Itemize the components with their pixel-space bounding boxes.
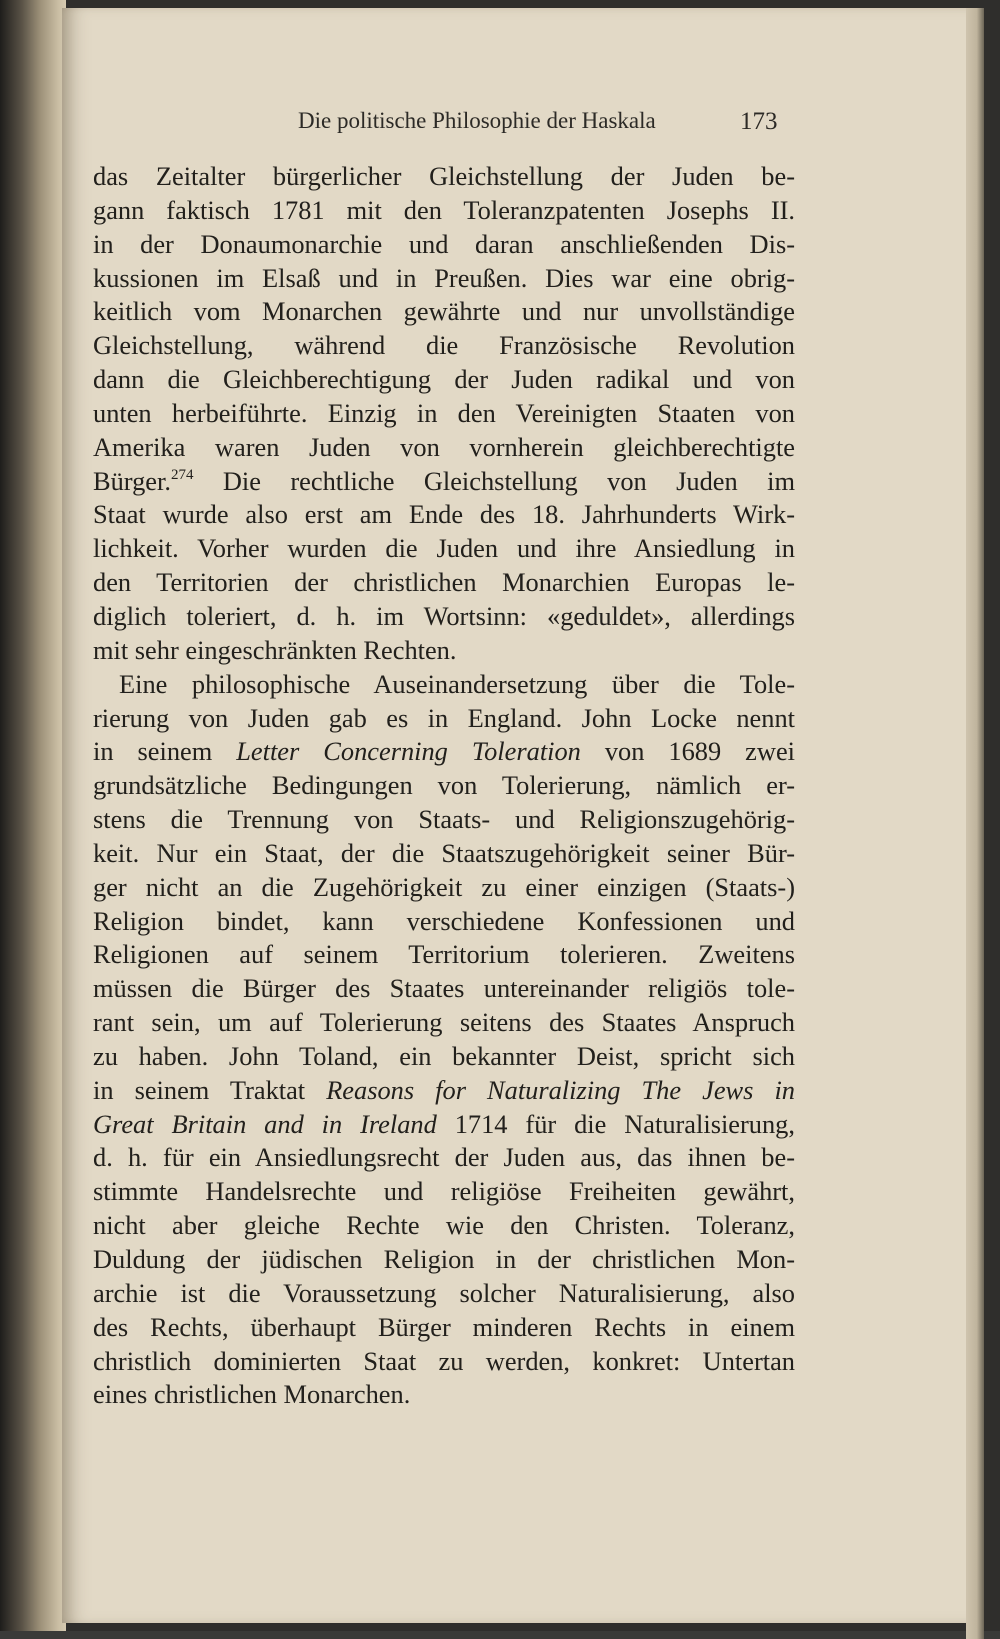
text-line: gann faktisch 1781 mit den Toleranzpatenten Josephs II. xyxy=(93,194,795,225)
text-line: keitlich vom Monarchen gewährte und nur unvollständige xyxy=(93,296,795,327)
text-line: grundsätzliche Bedingungen von Tolerierung, nämlich er- xyxy=(93,770,795,801)
paragraph-2 xyxy=(93,668,795,1413)
text-line: Staat wurde also erst am Ende des 18. Jahrhunderts Wirk- xyxy=(93,499,795,530)
text-line: archie ist die Voraussetzung solcher Naturalisierung, also xyxy=(93,1277,795,1308)
text-line: unten herbeiführte. Einzig in den Vereinigten Staaten von xyxy=(93,397,795,428)
text-line-with-title xyxy=(93,1074,795,1108)
text-line: Amerika waren Juden von vornherein gleichberechtigte xyxy=(93,431,795,462)
text-line-with-title xyxy=(93,1108,795,1142)
text-line: Eine philosophische Auseinandersetzung über die Tole- xyxy=(119,668,795,699)
text-line: keit. Nur ein Staat, der die Staatszugehörigkeit seiner Bür- xyxy=(93,837,795,868)
page-number: 173 xyxy=(740,108,778,135)
text-line: nicht aber gleiche Rechte wie den Christen. Toleranz, xyxy=(93,1210,795,1241)
text-fragment: Die rechtliche Gleichstellung von Juden im xyxy=(193,465,795,496)
text-line: kussionen im Elsaß und in Preußen. Dies war eine obrig- xyxy=(93,262,795,293)
text-line: mit sehr eingeschränkten Rechten. xyxy=(93,634,457,665)
work-title: Reasons for Naturalizing The Jews in xyxy=(326,1074,795,1105)
text-line: lichkeit. Vorher wurden die Juden und ihre Ansiedlung in xyxy=(93,533,795,564)
text-line: rierung von Juden gab es in England. John Locke nennt xyxy=(93,702,795,733)
text-line: dann die Gleichberechtigung der Juden radikal und von xyxy=(93,364,795,395)
text-line: den Territorien der christlichen Monarchien Europas le- xyxy=(93,567,795,598)
text-line: Religion bindet, kann verschiedene Konfessionen und xyxy=(93,905,795,936)
text-line: zu haben. John Toland, ein bekannter Deist, spricht sich xyxy=(93,1040,795,1071)
text-line: diglich toleriert, d. h. im Wortsinn: «geduldet», allerdings xyxy=(93,600,795,631)
paragraph-1 xyxy=(93,160,795,668)
text-line: christlich dominierten Staat zu werden, konkret: Untertan xyxy=(93,1345,795,1376)
text-line: in der Donaumonarchie und daran anschließenden Dis- xyxy=(93,228,795,259)
text-line: Gleichstellung, während die Französische Revolution xyxy=(93,330,795,361)
page-edge xyxy=(966,8,984,1639)
text-fragment: 1714 für die Naturalisierung, xyxy=(436,1108,795,1139)
book-spine-shadow xyxy=(0,0,66,1631)
text-line: eines christlichen Monarchen. xyxy=(93,1379,411,1410)
work-title: Letter Concerning Toleration xyxy=(236,736,581,767)
text-line-with-title xyxy=(93,735,795,769)
text-fragment: Bürger. xyxy=(93,465,171,496)
text-line: ger nicht an die Zugehörigkeit zu einer einzigen (Staats-) xyxy=(93,871,795,902)
text-line: des Rechts, überhaupt Bürger minderen Rechts in einem xyxy=(93,1311,795,1342)
text-line: rant sein, um auf Tolerierung seitens des Staates Anspruch xyxy=(93,1007,795,1038)
text-fragment: von 1689 zwei xyxy=(580,736,795,767)
body-text xyxy=(93,160,795,1412)
text-fragment: in seinem xyxy=(93,736,237,767)
text-line: d. h. für ein Ansiedlungsrecht der Juden aus, das ihnen be- xyxy=(93,1142,795,1173)
text-line: müssen die Bürger des Staates untereinander religiös tole- xyxy=(93,973,795,1004)
text-line: das Zeitalter bürgerlicher Gleichstellung der Juden be- xyxy=(93,161,795,191)
text-line: stimmte Handelsrechte und religiöse Freiheiten gewährt, xyxy=(93,1176,795,1207)
text-line-with-footnote xyxy=(93,465,795,499)
text-line: Religionen auf seinem Territorium tolerieren. Zweitens xyxy=(93,939,795,970)
text-line: stens die Trennung von Staats- und Religionszugehörig- xyxy=(93,804,795,835)
work-title: Great Britain and in Ireland xyxy=(93,1108,437,1139)
running-title: Die politische Philosophie der Haskala xyxy=(298,108,656,133)
text-line: Duldung der jüdischen Religion in der christlichen Mon- xyxy=(93,1244,795,1274)
footnote-reference[interactable]: 274 xyxy=(170,466,194,483)
text-fragment: in seinem Traktat xyxy=(93,1074,327,1105)
